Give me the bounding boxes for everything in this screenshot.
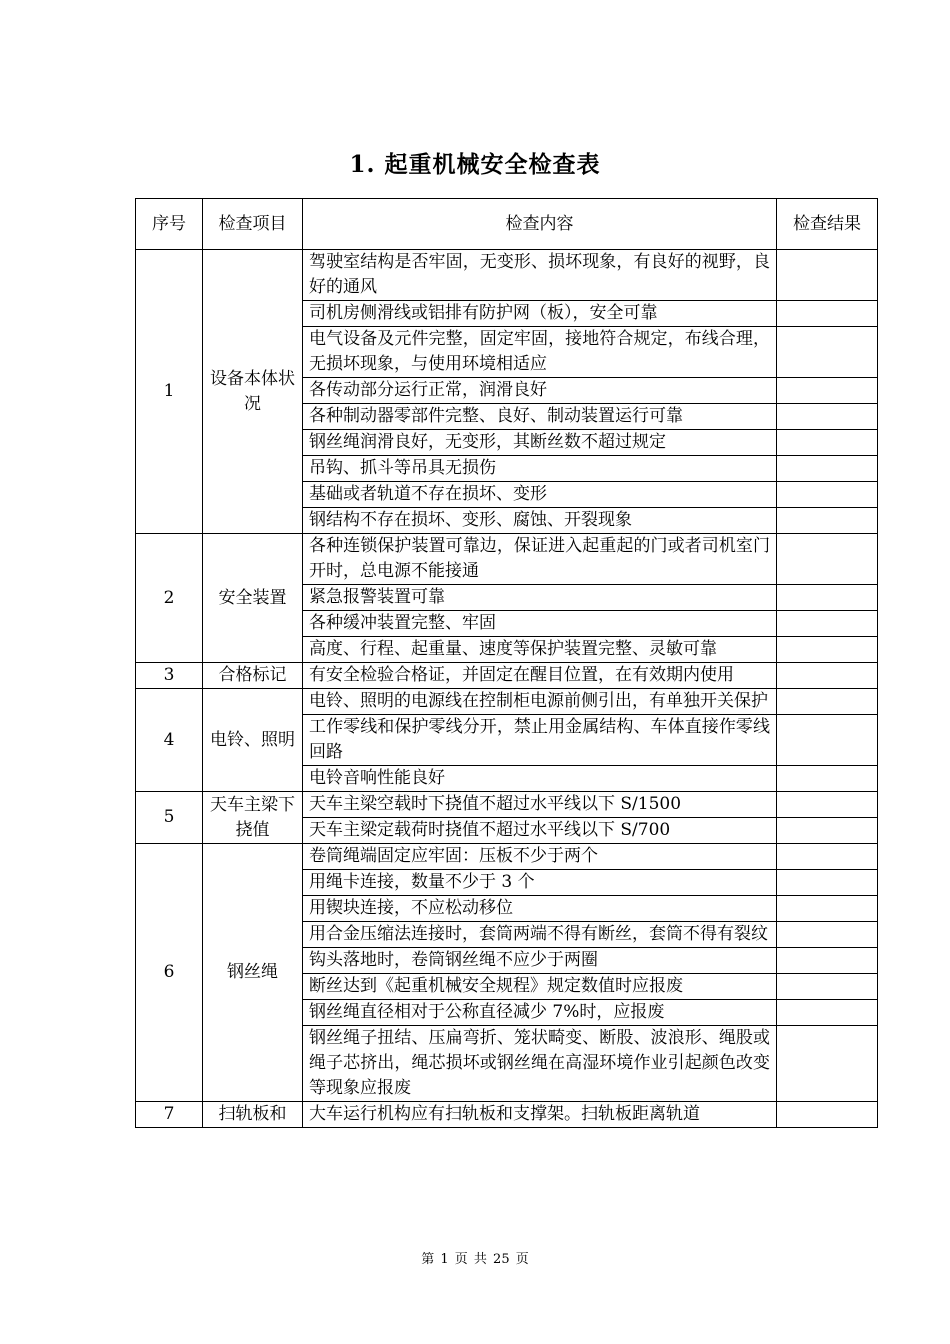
check-result-cell[interactable] [777, 792, 878, 818]
check-result-cell[interactable] [777, 896, 878, 922]
check-result-cell[interactable] [777, 715, 878, 766]
header-no: 序号 [136, 199, 203, 250]
row-number: 5 [136, 792, 203, 844]
check-content: 电铃音响性能良好 [303, 766, 777, 792]
check-content: 电铃、照明的电源线在控制柜电源前侧引出，有单独开关保护 [303, 689, 777, 715]
row-number: 2 [136, 534, 203, 663]
check-item: 安全装置 [203, 534, 303, 663]
check-result-cell[interactable] [777, 430, 878, 456]
check-content: 卷筒绳端固定应牢固：压板不少于两个 [303, 844, 777, 870]
check-result-cell[interactable] [777, 663, 878, 689]
check-item: 钢丝绳 [203, 844, 303, 1102]
check-content: 钢结构不存在损坏、变形、腐蚀、开裂现象 [303, 508, 777, 534]
row-number: 6 [136, 844, 203, 1102]
table-row [136, 250, 878, 301]
check-content: 用绳卡连接，数量不少于 3 个 [303, 870, 777, 896]
check-item: 合格标记 [203, 663, 303, 689]
check-result-cell[interactable] [777, 766, 878, 792]
safety-check-table [135, 198, 878, 1128]
check-result-cell[interactable] [777, 844, 878, 870]
check-item: 天车主梁下挠值 [203, 792, 303, 844]
check-content: 用锲块连接，不应松动移位 [303, 896, 777, 922]
check-content: 断丝达到《起重机械安全规程》规定数值时应报废 [303, 974, 777, 1000]
check-result-cell[interactable] [777, 456, 878, 482]
check-result-cell[interactable] [777, 1000, 878, 1026]
row-number: 4 [136, 689, 203, 792]
check-result-cell[interactable] [777, 534, 878, 585]
page-footer: 第 1 页 共 25 页 [421, 1252, 529, 1267]
row-number: 3 [136, 663, 203, 689]
check-item: 设备本体状况 [203, 250, 303, 534]
check-result-cell[interactable] [777, 611, 878, 637]
check-content: 各种缓冲装置完整、牢固 [303, 611, 777, 637]
check-content: 天车主梁空载时下挠值不超过水平线以下 S/1500 [303, 792, 777, 818]
check-result-cell[interactable] [777, 948, 878, 974]
check-result-cell[interactable] [777, 637, 878, 663]
check-content: 工作零线和保护零线分开，禁止用金属结构、车体直接作零线回路 [303, 715, 777, 766]
check-content: 大车运行机构应有扫轨板和支撑架。扫轨板距离轨道 [303, 1102, 777, 1128]
check-content: 各传动部分运行正常，润滑良好 [303, 378, 777, 404]
table-row [136, 663, 878, 689]
check-result-cell[interactable] [777, 404, 878, 430]
check-content: 钢丝绳直径相对于公称直径减少 7%时，应报废 [303, 1000, 777, 1026]
check-content: 基础或者轨道不存在损坏、变形 [303, 482, 777, 508]
check-content: 高度、行程、起重量、速度等保护装置完整、灵敏可靠 [303, 637, 777, 663]
table-row [136, 792, 878, 818]
check-result-cell[interactable] [777, 974, 878, 1000]
check-content: 司机房侧滑线或铝排有防护网（板），安全可靠 [303, 301, 777, 327]
check-content: 钢丝绳润滑良好，无变形，其断丝数不超过规定 [303, 430, 777, 456]
header-content: 检查内容 [303, 199, 777, 250]
check-result-cell[interactable] [777, 301, 878, 327]
check-content: 电气设备及元件完整，固定牢固，接地符合规定，布线合理，无损坏现象，与使用环境相适应 [303, 327, 777, 378]
check-content: 紧急报警装置可靠 [303, 585, 777, 611]
check-content: 吊钩、抓斗等吊具无损伤 [303, 456, 777, 482]
check-content: 用合金压缩法连接时，套筒两端不得有断丝，套筒不得有裂纹 [303, 922, 777, 948]
check-result-cell[interactable] [777, 922, 878, 948]
check-result-cell[interactable] [777, 689, 878, 715]
check-item: 电铃、照明 [203, 689, 303, 792]
check-content: 驾驶室结构是否牢固，无变形、损坏现象，有良好的视野，良好的通风 [303, 250, 777, 301]
table-row [136, 844, 878, 870]
check-item: 扫轨板和 [203, 1102, 303, 1128]
check-result-cell[interactable] [777, 250, 878, 301]
check-result-cell[interactable] [777, 508, 878, 534]
check-content: 钢丝绳子扭结、压扁弯折、笼状畸变、断股、波浪形、绳股或绳子芯挤出，绳芯损坏或钢丝绳在高湿环境作业引起颜色改变等现象应报废 [303, 1026, 777, 1102]
check-result-cell[interactable] [777, 327, 878, 378]
header-result: 检查结果 [777, 199, 878, 250]
table-body [136, 250, 878, 1128]
check-content: 钩头落地时，卷筒钢丝绳不应少于两圈 [303, 948, 777, 974]
check-result-cell[interactable] [777, 378, 878, 404]
check-content: 各种连锁保护装置可靠边，保证进入起重起的门或者司机室门开时，总电源不能接通 [303, 534, 777, 585]
check-result-cell[interactable] [777, 1026, 878, 1102]
row-number: 7 [136, 1102, 203, 1128]
check-result-cell[interactable] [777, 482, 878, 508]
page-title: 1. 起重机械安全检查表 [349, 151, 601, 178]
row-number: 1 [136, 250, 203, 534]
table-header-row [136, 199, 878, 250]
table-row [136, 1102, 878, 1128]
check-result-cell[interactable] [777, 818, 878, 844]
check-result-cell[interactable] [777, 1102, 878, 1128]
header-item: 检查项目 [203, 199, 303, 250]
table-row [136, 534, 878, 585]
check-result-cell[interactable] [777, 870, 878, 896]
check-content: 各种制动器零部件完整、良好、制动装置运行可靠 [303, 404, 777, 430]
check-result-cell[interactable] [777, 585, 878, 611]
check-content: 有安全检验合格证，并固定在醒目位置，在有效期内使用 [303, 663, 777, 689]
table-row [136, 689, 878, 715]
check-content: 天车主梁定载荷时挠值不超过水平线以下 S/700 [303, 818, 777, 844]
